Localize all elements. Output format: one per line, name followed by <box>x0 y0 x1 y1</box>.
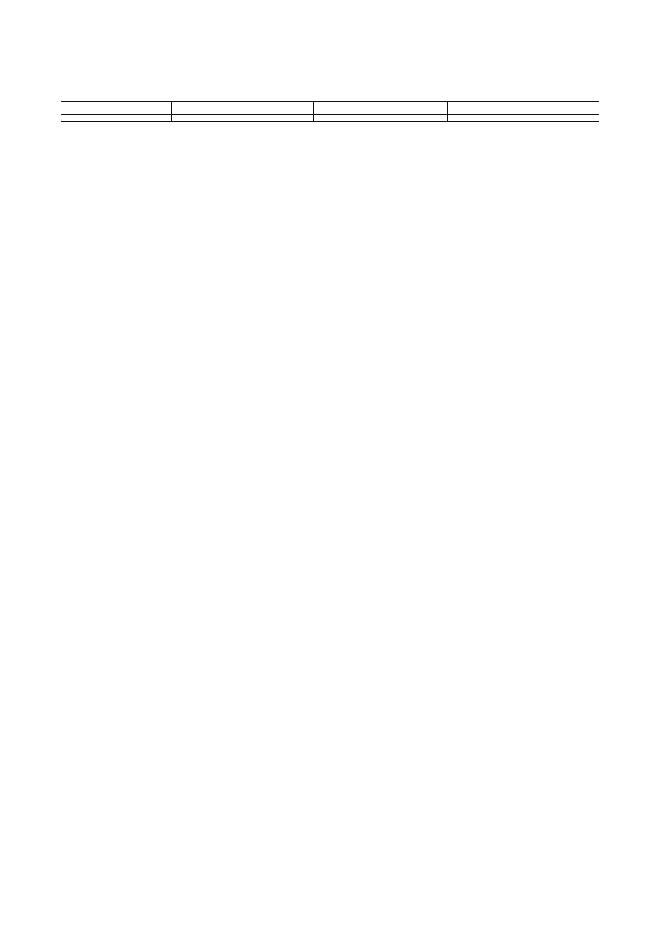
table-header-cell <box>61 102 171 115</box>
table-header-cell <box>313 102 447 115</box>
table-cell <box>61 118 171 122</box>
document-body <box>61 97 599 126</box>
table-header-cell <box>447 102 599 115</box>
table-header-cell <box>171 102 313 115</box>
table-cell <box>313 118 447 122</box>
table-header-row <box>61 102 599 115</box>
table-cell <box>447 118 599 122</box>
table-row <box>61 118 599 122</box>
table-cell <box>171 118 313 122</box>
table-2 <box>61 101 599 122</box>
